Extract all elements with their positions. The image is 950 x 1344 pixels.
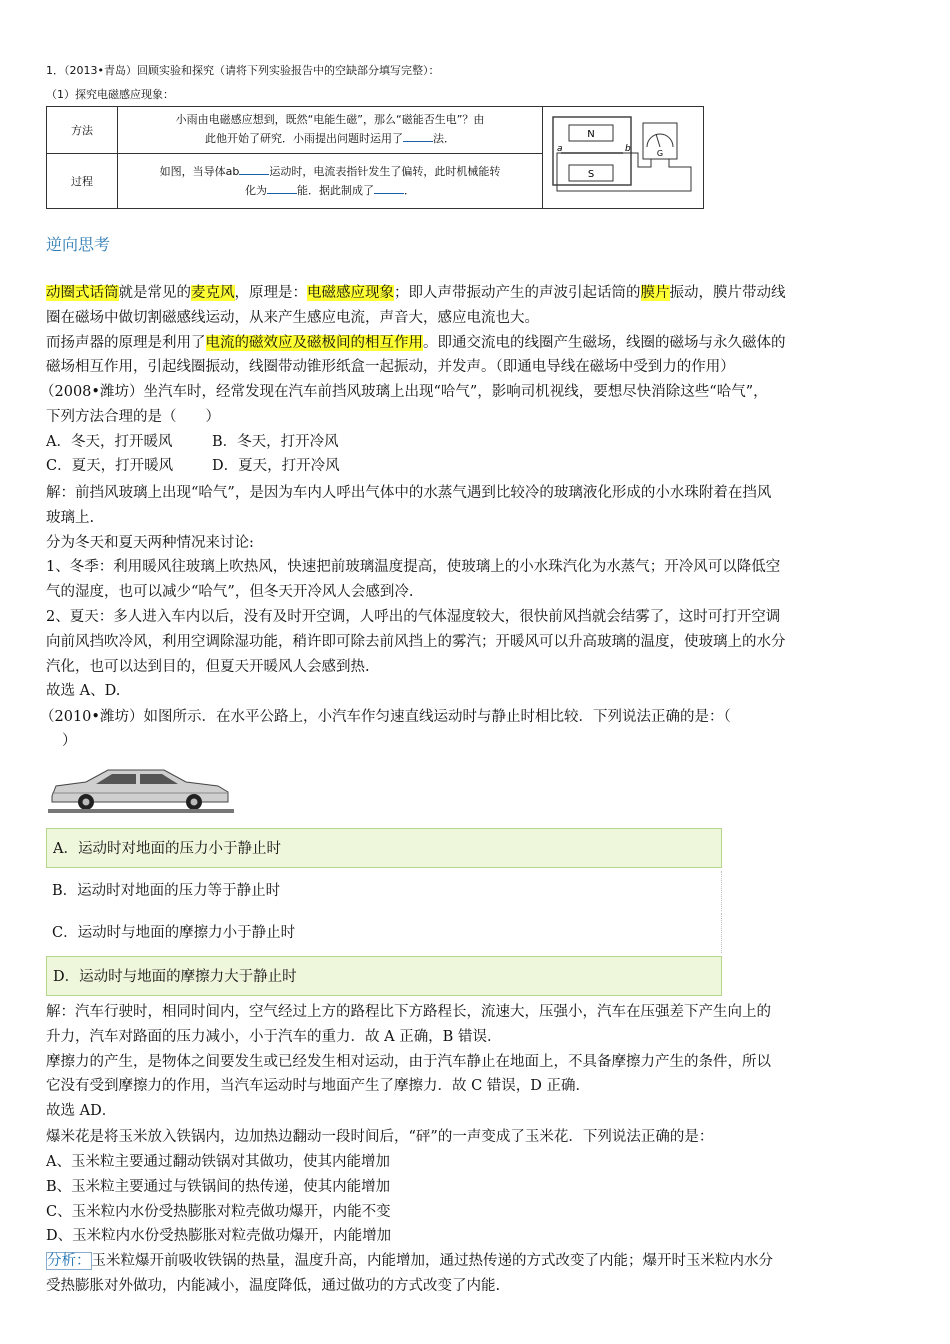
- q4-option-d: D、玉米粒内水份受热膨胀对粒壳做功爆开，内能增加: [46, 1228, 392, 1244]
- table-row: [47, 107, 704, 154]
- q3-option-a: A．运动时对地面的压力小于静止时: [46, 828, 722, 868]
- q1-title: 1．（2013•青岛）回顾实验和探究（请将下列实验报告中的空缺部分填写完整）：: [46, 64, 440, 77]
- svg-text:a: a: [557, 144, 563, 154]
- process-cell: 如图，当导体ab 运动时，电流表指针发生了偏转，此时机械能转 化为 能．据此制成了 ．: [118, 153, 543, 208]
- blank-energy[interactable]: [267, 181, 297, 194]
- q2-stem-2: 下列方法合理的是（ ）: [46, 409, 220, 425]
- mic-line-2: 圈在磁场中做切割磁感线运动，从来产生感应电流，声音大，感应电流也大。: [46, 310, 539, 326]
- q2-solution-7: 向前风挡吹冷风，利用空调除湿功能，稍许即可除去前风挡上的雾汽；开暖风可以升高玻璃的温度，使玻璃上的水分: [46, 634, 786, 650]
- q3-option-b: B．运动时对地面的压力等于静止时: [46, 871, 722, 911]
- q3-solution-4: 它没有受到摩擦力的作用，当汽车运动时与地面产生了摩擦力．故 C 错误，D 正确．: [46, 1078, 591, 1094]
- q2-solution-3: 分为冬天和夏天两种情况来讨论:: [46, 535, 254, 551]
- q2-option-c: C．夏天，打开暖风: [46, 458, 174, 474]
- q2-solution-6: 2、夏天：多人进入车内以后，没有及时开空调，人呼出的气体湿度较大，很快前风挡就会结雾了，这时可打开空调: [46, 609, 781, 625]
- blank-method[interactable]: [403, 129, 433, 142]
- q3-option-c: C．运动时与地面的摩擦力小于静止时: [46, 913, 722, 953]
- svg-text:N: N: [587, 129, 595, 140]
- section-title: 逆向思考: [46, 235, 111, 254]
- blank-motion[interactable]: [239, 162, 269, 175]
- q2-stem-1: （2008•潍坊）坐汽车时，经常发现在汽车前挡风玻璃上出现“哈气”，影响司机视线，要想尽快消除这些“哈气”，: [40, 384, 768, 400]
- q2-solution-4: 1、冬季：利用暖风往玻璃上吹热风，快速把前玻璃温度提高，使玻璃上的小水珠汽化为水蒸气；开冷风可以降低空: [46, 559, 781, 575]
- q3-solution-3: 摩擦力的产生，是物体之间要发生或已经发生相对运动，由于汽车静止在地面上，不具备摩擦力产生的条件，所以: [46, 1054, 771, 1070]
- q2-solution-8: 汽化，也可以达到目的，但夏天开暖风人会感到热.: [46, 659, 370, 675]
- svg-text:G: G: [656, 149, 664, 158]
- speaker-line-1: 而扬声器的原理是利用了电流的磁效应及磁极间的相互作用。即通交流电的线圈产生磁场，线圈的磁场与永久磁体的: [46, 335, 786, 351]
- experiment-table: [46, 106, 704, 209]
- q3-stem-2: ）: [62, 733, 77, 749]
- q3-solution-2: 升力，汽车对路面的压力减小，小于汽车的重力．故 A 正确，B 错误．: [46, 1029, 502, 1045]
- q2-solution-1: 解：前挡风玻璃上出现“哈气”，是因为车内人呼出气体中的水蒸气遇到比较冷的玻璃液化形成的小水珠附着在挡风: [46, 485, 772, 501]
- analysis-label: 分析：: [47, 1253, 91, 1269]
- svg-text:b: b: [625, 144, 631, 154]
- q4-analysis-1: 分析：玉米粒爆开前吸收铁锅的热量，温度升高，内能增加，通过热传递的方式改变了内能；爆开时玉米粒内水分: [47, 1253, 773, 1269]
- q4-analysis-2: 受热膨胀对外做功，内能减小，温度降低，通过做功的方式改变了内能.: [46, 1278, 501, 1294]
- q4-stem: 爆米花是将玉米放入铁锅内，边加热边翻动一段时间后，“砰”的一声变成了玉米花．下列说法正确的是：: [46, 1129, 714, 1145]
- induction-apparatus-icon: [543, 107, 703, 205]
- q2-option-a: A．冬天，打开暖风: [46, 434, 173, 450]
- q2-solution-5: 气的湿度，也可以减少“哈气”，但冬天开冷风人会感到冷.: [46, 584, 414, 600]
- q4-option-b: B、玉米粒主要通过与铁锅间的热传递，使其内能增加: [46, 1179, 391, 1195]
- blank-device[interactable]: [374, 181, 404, 194]
- mic-line-1: 动圈式话筒就是常见的麦克风，原理是：电磁感应现象；即人声带振动产生的声波引起话筒的膜片振动，膜片带动线: [46, 285, 786, 301]
- q3-stem-1: （2010•潍坊）如图所示．在水平公路上，小汽车作匀速直线运动时与静止时相比较．下列说法正确的是：（: [40, 709, 731, 725]
- q3-answer: 故选 AD．: [46, 1103, 117, 1119]
- q2-solution-2: 玻璃上.: [46, 510, 95, 526]
- row-label-method: 方法: [47, 107, 118, 154]
- apparatus-diagram: [543, 107, 704, 209]
- speaker-line-2: 磁场相互作用，引起线圈振动，线圈带动锥形纸盒一起振动，并发声。（即通电导线在磁场中受到力的作用）: [46, 359, 735, 375]
- car-icon: [46, 762, 236, 816]
- q2-answer: 故选 A、D.: [46, 683, 121, 699]
- q4-option-a: A、玉米粒主要通过翻动铁锅对其做功，使其内能增加: [46, 1154, 390, 1170]
- q2-option-d: D．夏天，打开冷风: [212, 458, 340, 474]
- q1-subtitle: （1）探究电磁感应现象：: [46, 88, 174, 101]
- q3-option-d: D．运动时与地面的摩擦力大于静止时: [46, 956, 722, 996]
- row-label-process: 过程: [47, 153, 118, 208]
- svg-text:S: S: [587, 169, 595, 180]
- q2-option-b: B．冬天，打开冷风: [212, 434, 339, 450]
- q3-solution-1: 解：汽车行驶时，相同时间内，空气经过上方的路程比下方路程长，流速大，压强小，汽车在压强差下产生向上的: [46, 1004, 771, 1020]
- method-cell: 小雨由电磁感应想到，既然“电能生磁”，那么“磁能否生电”？由 此他开始了研究．小雨提出问题时运用了 法．: [118, 107, 543, 154]
- q4-option-c: C、玉米粒内水份受热膨胀对粒壳做功爆开，内能不变: [46, 1204, 391, 1220]
